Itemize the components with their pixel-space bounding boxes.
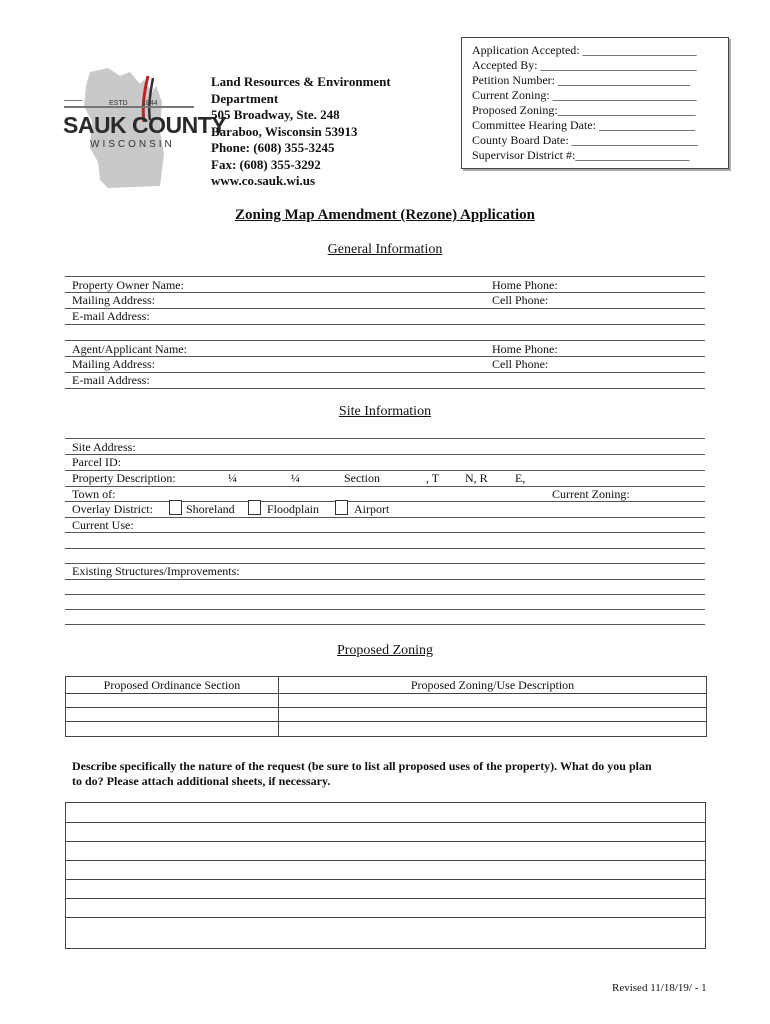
sauk-county-logo xyxy=(60,62,227,190)
current-zoning-field[interactable]: Current Zoning: ________________________ xyxy=(472,88,697,102)
logo-estd: ESTD xyxy=(109,100,128,107)
table-cell[interactable] xyxy=(279,708,707,722)
office-use-box xyxy=(461,37,729,169)
owner-email-label: E-mail Address: xyxy=(72,309,150,323)
proposed-zoning-heading: Proposed Zoning xyxy=(336,643,434,658)
current-use-label: Current Use: xyxy=(72,518,134,532)
county-board-date-field[interactable]: County Board Date: _____________________ xyxy=(472,133,698,147)
airport-checkbox[interactable] xyxy=(335,500,348,515)
proposed-zoning-table xyxy=(65,676,707,737)
request-description-box[interactable] xyxy=(65,802,706,949)
request-line-2: to do? Please attach additional sheets, if necessary. xyxy=(72,774,331,788)
shoreland-label: Shoreland xyxy=(186,502,235,516)
table-cell[interactable] xyxy=(279,694,707,708)
logo-name: SAUK COUNTY xyxy=(63,112,227,138)
range-label: N, R xyxy=(465,471,488,485)
dept-line: Baraboo, Wisconsin 53913 xyxy=(211,123,358,139)
petition-number-field[interactable]: Petition Number: ______________________ xyxy=(472,73,690,87)
town-label: Town of: xyxy=(72,487,116,501)
table-cell[interactable] xyxy=(66,694,279,708)
agent-email-label: E-mail Address: xyxy=(72,373,150,387)
parcel-id-label: Parcel ID: xyxy=(72,455,121,469)
site-information-heading: Site Information xyxy=(338,404,432,419)
agent-name-label: Agent/Applicant Name: xyxy=(72,342,187,356)
proposed-zoning-field[interactable]: Proposed Zoning:_______________________ xyxy=(472,103,696,117)
table-cell[interactable] xyxy=(66,708,279,722)
property-description-label: Property Description: xyxy=(72,471,176,485)
quarter-label-1: ¼ xyxy=(228,471,237,485)
owner-mailing-label: Mailing Address: xyxy=(72,293,155,307)
floodplain-label: Floodplain xyxy=(267,502,320,516)
airport-label: Airport xyxy=(354,502,390,516)
request-line-1: Describe specifically the nature of the request (be sure to list all proposed uses of the property). What do you plan xyxy=(72,759,652,773)
quarter-label-2: ¼ xyxy=(291,471,300,485)
dept-line: Phone: (608) 355-3245 xyxy=(211,140,335,155)
table-header-ordinance-section: Proposed Ordinance Section xyxy=(66,677,279,694)
table-header-use-description: Proposed Zoning/Use Description xyxy=(279,677,707,694)
owner-cell-phone-label: Cell Phone: xyxy=(492,293,549,307)
dept-website: www.co.sauk.wi.us xyxy=(211,173,316,188)
logo-state: WISCONSIN xyxy=(90,139,175,150)
supervisor-district-field[interactable]: Supervisor District #:___________________ xyxy=(472,148,690,162)
east-label: E, xyxy=(515,471,526,485)
table-cell[interactable] xyxy=(66,722,279,737)
form-title: Zoning Map Amendment (Rezone) Application xyxy=(234,207,535,223)
agent-cell-phone-label: Cell Phone: xyxy=(492,357,549,371)
current-zoning-label: Current Zoning: xyxy=(552,487,630,501)
agent-mailing-label: Mailing Address: xyxy=(72,357,155,371)
general-information-heading: General Information xyxy=(327,242,443,257)
agent-home-phone-label: Home Phone: xyxy=(492,342,558,356)
owner-home-phone-label: Home Phone: xyxy=(492,278,558,292)
request-instructions xyxy=(72,759,652,789)
accepted-by-field[interactable]: Accepted By: __________________________ xyxy=(472,58,697,72)
dept-line: 505 Broadway, Ste. 248 xyxy=(211,107,340,122)
existing-structures-label: Existing Structures/Improvements: xyxy=(72,564,240,578)
committee-hearing-date-field[interactable]: Committee Hearing Date: ________________ xyxy=(472,118,695,132)
logo-year: 1844 xyxy=(142,100,158,107)
dept-line: Fax: (608) 355-3292 xyxy=(211,156,321,172)
section-label: Section xyxy=(344,471,380,485)
department-address xyxy=(211,74,391,190)
site-address-label: Site Address: xyxy=(72,440,136,454)
owner-name-label: Property Owner Name: xyxy=(72,278,184,292)
township-label: , T xyxy=(426,471,440,485)
shoreland-checkbox[interactable] xyxy=(169,500,182,515)
floodplain-checkbox[interactable] xyxy=(248,500,261,515)
application-accepted-field[interactable]: Application Accepted: ___________________ xyxy=(472,43,697,57)
table-cell[interactable] xyxy=(279,722,707,737)
dept-line: Land Resources & Environment xyxy=(211,74,391,89)
dept-line: Department xyxy=(211,90,279,106)
overlay-district-label: Overlay District: xyxy=(72,502,153,516)
revision-footer: Revised 11/18/19/ - 1 xyxy=(612,982,707,994)
